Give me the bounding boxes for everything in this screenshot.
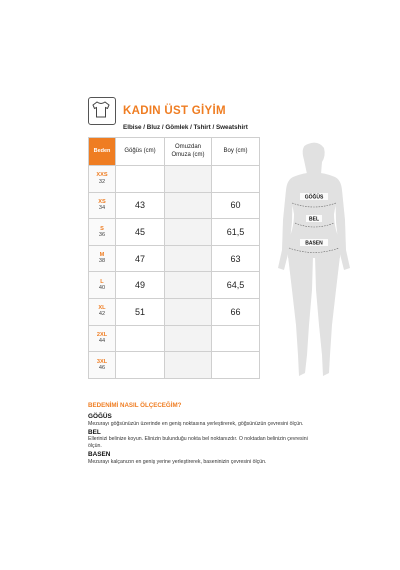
column-header-shoulder: Omuzdan Omuza (cm)	[165, 138, 212, 166]
table-row	[89, 325, 260, 352]
length-value: 64,5	[212, 272, 260, 299]
size-number: 34	[98, 205, 106, 212]
size-number: 36	[98, 231, 106, 238]
table-row	[89, 166, 260, 193]
guide-hip-title: BASEN	[88, 451, 111, 459]
shoulder-value	[165, 325, 212, 352]
chest-value	[116, 325, 165, 352]
chest-value: 45	[116, 219, 165, 246]
length-value: 66	[212, 298, 260, 325]
length-value: 61,5	[212, 219, 260, 246]
guide-title: BEDENİMİ NASIL ÖLÇECEĞİM?	[88, 402, 182, 409]
measurement-guide	[88, 402, 318, 467]
tshirt-icon	[88, 97, 116, 125]
size-cell	[89, 192, 116, 219]
guide-chest-title: GÖĞÜS	[88, 413, 112, 420]
shoulder-value	[165, 192, 212, 219]
guide-hip-text: Mezurayı kalçanızın en geniş yerine yerleştirerek, baseninizin çevresini ölçün.	[88, 459, 267, 466]
size-label: M	[99, 252, 105, 259]
size-cell	[89, 352, 116, 379]
table-row	[89, 352, 260, 379]
length-value	[212, 325, 260, 352]
chest-value	[116, 352, 165, 379]
shoulder-value	[165, 352, 212, 379]
guide-waist-title: BEL	[88, 428, 101, 436]
size-label: L	[100, 278, 104, 285]
body-figure	[262, 140, 362, 385]
shoulder-value	[165, 245, 212, 272]
guide-waist-text: Ellerinizi belinize koyun. Elinizin bulunduğu nokta bel noktanızdır. O noktadan belinizin çevresini ölçün.	[88, 436, 308, 450]
table-header-row	[89, 138, 260, 166]
chest-label: GÖĞÜS	[304, 194, 324, 201]
size-number: 32	[98, 178, 106, 185]
chest-value: 49	[116, 272, 165, 299]
size-cell	[89, 219, 116, 246]
table-row	[89, 245, 260, 272]
size-label: XL	[98, 305, 106, 312]
table-row	[89, 272, 260, 299]
column-header-size: Beden	[89, 138, 116, 166]
shoulder-value	[165, 166, 212, 193]
size-label: 3XL	[96, 358, 108, 365]
chest-value: 43	[116, 192, 165, 219]
table-row	[89, 192, 260, 219]
table-row	[89, 298, 260, 325]
hip-label: BASEN	[305, 240, 323, 247]
size-cell	[89, 245, 116, 272]
size-cell	[89, 298, 116, 325]
size-cell	[89, 325, 116, 352]
size-number: 42	[98, 311, 106, 318]
shoulder-value	[165, 272, 212, 299]
size-label: S	[100, 225, 104, 232]
length-value: 63	[212, 245, 260, 272]
size-table	[88, 137, 260, 379]
shoulder-value	[165, 298, 212, 325]
column-header-chest: Göğüs (cm)	[116, 138, 165, 166]
chest-value: 51	[116, 298, 165, 325]
size-label: XS	[98, 198, 106, 205]
size-label: 2XL	[96, 331, 108, 338]
size-number: 46	[98, 364, 106, 371]
size-cell	[89, 272, 116, 299]
chest-value: 47	[116, 245, 165, 272]
size-label: XXS	[96, 172, 108, 179]
waist-label: BEL	[309, 216, 319, 223]
size-number: 40	[98, 284, 106, 291]
column-header-length: Boy (cm)	[212, 138, 260, 166]
size-number: 44	[98, 338, 106, 345]
guide-chest-text: Mezurayı göğsünüzün üzerinde en geniş noktasına yerleştirerek, göğsünüzün çevresini ölçün.	[88, 420, 304, 427]
length-value	[212, 352, 260, 379]
table-row	[89, 219, 260, 246]
shoulder-value	[165, 219, 212, 246]
length-value: 60	[212, 192, 260, 219]
page-title: KADIN ÜST GİYİM	[123, 105, 226, 117]
chest-value	[116, 166, 165, 193]
page-subtitle: Elbise / Bluz / Gömlek / Tshirt / Sweatshirt	[123, 124, 248, 131]
size-cell	[89, 166, 116, 193]
size-number: 38	[98, 258, 106, 265]
length-value	[212, 166, 260, 193]
